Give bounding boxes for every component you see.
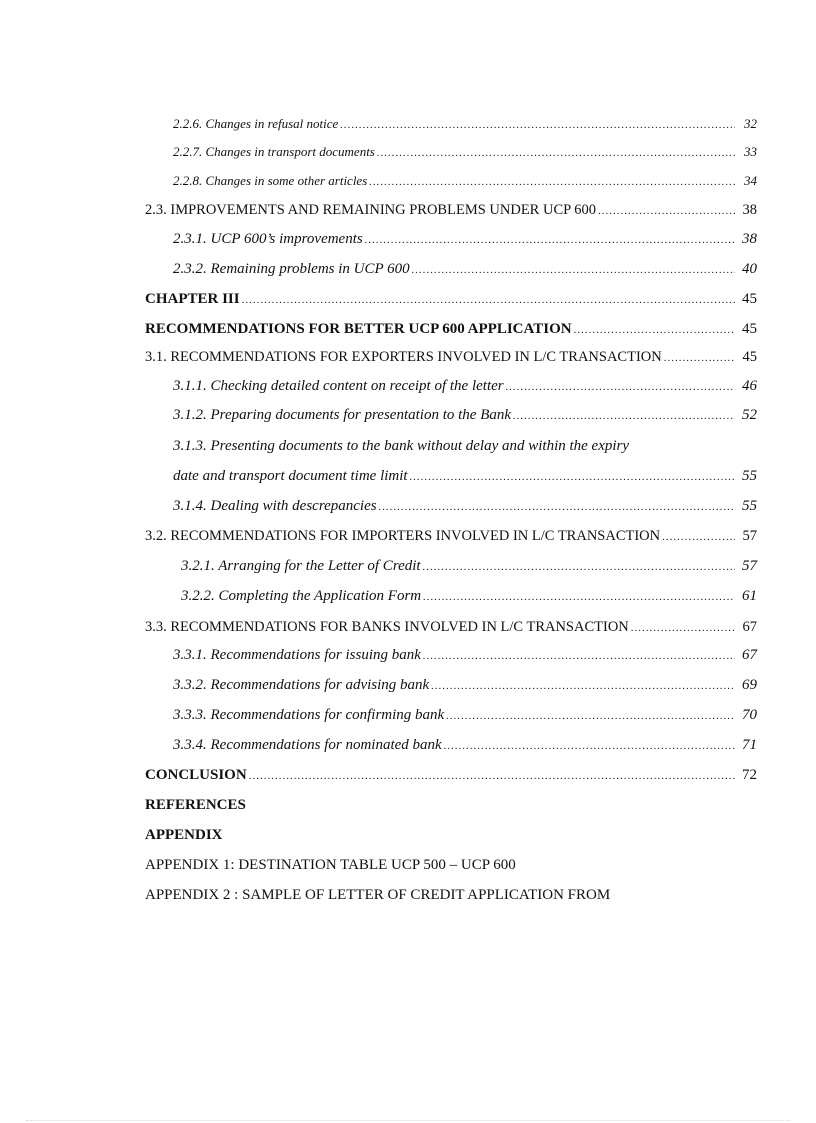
toc-leader — [365, 230, 735, 250]
toc-leader — [444, 736, 735, 756]
toc-entry — [173, 436, 757, 456]
toc-entry-title: APPENDIX 1: DESTINATION TABLE UCP 500 – UCP 600 — [145, 857, 516, 873]
toc-entry — [145, 765, 757, 786]
toc-entry — [173, 705, 757, 726]
toc-entry — [145, 825, 757, 845]
toc-entry — [173, 142, 757, 163]
toc-entry-page: 61 — [742, 588, 757, 604]
toc-entry-page: 55 — [742, 468, 757, 484]
toc-entry-page: 32 — [744, 116, 757, 131]
toc-entry — [145, 617, 757, 638]
toc-entry-title: APPENDIX — [145, 827, 223, 843]
toc-entry-page: 69 — [742, 677, 757, 693]
toc-entry-page: 67 — [742, 619, 757, 635]
toc-entry-page: 57 — [742, 528, 757, 544]
toc-entry-page: 38 — [742, 231, 757, 247]
toc-entry-title: 3.3. RECOMMENDATIONS FOR BANKS INVOLVED IN L/C TRANSACTION — [145, 619, 629, 635]
toc-entry-page: 40 — [742, 261, 757, 277]
toc-entry-page: 33 — [744, 144, 757, 159]
toc-leader — [423, 646, 735, 666]
toc-entry-title: 3.3.4. Recommendations for nominated bank — [173, 737, 442, 753]
toc-leader — [631, 618, 735, 638]
toc-entry — [173, 171, 757, 192]
toc-entry-title: 3.1.2. Preparing documents for presentation to the Bank — [173, 407, 512, 423]
toc-entry-page: 57 — [742, 558, 757, 574]
toc-entry — [145, 526, 757, 547]
toc-entry — [173, 466, 757, 487]
toc-entry-title: CHAPTER III — [145, 291, 240, 307]
toc-entry — [145, 289, 757, 310]
toc-leader — [369, 172, 735, 192]
toc-entry-page: 45 — [742, 291, 757, 307]
toc-entry-title: 2.2.8. Changes in some other articles — [173, 173, 368, 188]
toc-entry — [173, 229, 757, 250]
toc-leader — [598, 201, 735, 221]
toc-entry-title: 2.3. IMPROVEMENTS AND REMAINING PROBLEMS UNDER UCP 600 — [145, 202, 597, 218]
toc-entry — [173, 735, 757, 756]
toc-entry-title: REFERENCES — [145, 797, 246, 813]
toc-leader — [662, 527, 735, 547]
toc-leader — [340, 115, 735, 135]
toc-entry-title: 3.3.1. Recommendations for issuing bank — [173, 647, 421, 663]
toc-entry-title: 3.1.3. Presenting documents to the bank without delay and within the expiry — [173, 438, 630, 454]
toc-leader — [513, 406, 735, 426]
toc-leader — [249, 766, 735, 786]
toc-entry-page: 72 — [742, 767, 757, 783]
toc-entry-title: APPENDIX 2 : SAMPLE OF LETTER OF CREDIT APPLICATION FROM — [145, 887, 611, 903]
toc-entry-title: 3.2.1. Arranging for the Letter of Credit — [181, 558, 421, 574]
toc-leader — [431, 676, 735, 696]
toc-entry-title: 2.3.2. Remaining problems in UCP 600 — [173, 261, 410, 277]
toc-leader — [506, 377, 735, 397]
toc-leader — [423, 587, 735, 607]
toc-entry-page: 67 — [742, 647, 757, 663]
toc-entry — [173, 496, 757, 517]
toc-entry — [173, 675, 757, 696]
toc-leader — [574, 320, 735, 340]
toc-entry-page: 45 — [742, 321, 757, 337]
toc-entry-title: 2.3.1. UCP 600’s improvements — [173, 231, 363, 247]
toc-entry-title: 3.1.4. Dealing with descrepancies — [173, 498, 377, 514]
toc-entry — [173, 405, 757, 426]
toc-entry-page: 38 — [742, 202, 757, 218]
toc-entry-page: 55 — [742, 498, 757, 514]
toc-entry — [145, 200, 757, 221]
toc-leader — [446, 706, 735, 726]
toc-entry — [145, 319, 757, 340]
toc-entry-title: 3.1.1. Checking detailed content on receipt of the letter — [173, 378, 504, 394]
toc-entry — [173, 114, 757, 135]
toc-entry — [145, 347, 757, 368]
toc-entry — [173, 259, 757, 280]
toc-entry — [181, 586, 757, 607]
toc-entry-page: 70 — [742, 707, 757, 723]
page-bottom-border — [26, 1120, 790, 1121]
toc-entry-page: 34 — [744, 173, 757, 188]
toc-entry — [145, 795, 757, 815]
toc-entry — [145, 885, 757, 905]
toc-entry-page: 46 — [742, 378, 757, 394]
toc-entry — [173, 645, 757, 666]
toc-leader — [410, 467, 735, 487]
toc-entry-title: 3.2.2. Completing the Application Form — [181, 588, 422, 604]
toc-entry — [145, 855, 757, 875]
toc-leader — [379, 497, 735, 517]
toc-leader — [412, 260, 735, 280]
toc-entry-title: CONCLUSION — [145, 767, 247, 783]
toc-entry-title: 3.1. RECOMMENDATIONS FOR EXPORTERS INVOLVED IN L/C TRANSACTION — [145, 349, 662, 365]
toc-entry — [173, 376, 757, 397]
toc-entry-title: 3.3.3. Recommendations for confirming bank — [173, 707, 445, 723]
toc-leader — [664, 348, 735, 368]
toc-leader — [423, 557, 735, 577]
toc-entry-page: 52 — [742, 407, 757, 423]
toc-leader — [242, 290, 735, 310]
toc-leader — [377, 143, 735, 163]
toc-entry-title: 2.2.6. Changes in refusal notice — [173, 116, 339, 131]
toc-entry-page: 71 — [742, 737, 757, 753]
toc-entry-title: 3.2. RECOMMENDATIONS FOR IMPORTERS INVOLVED IN L/C TRANSACTION — [145, 528, 661, 544]
toc-entry-title: RECOMMENDATIONS FOR BETTER UCP 600 APPLICATION — [145, 321, 572, 337]
toc-entry — [181, 556, 757, 577]
toc-entry-page: 45 — [742, 349, 757, 365]
toc-entry-title: 2.2.7. Changes in transport documents — [173, 144, 375, 159]
toc-entry-title: 3.3.2. Recommendations for advising bank — [173, 677, 430, 693]
toc-entry-title: date and transport document time limit — [173, 468, 408, 484]
